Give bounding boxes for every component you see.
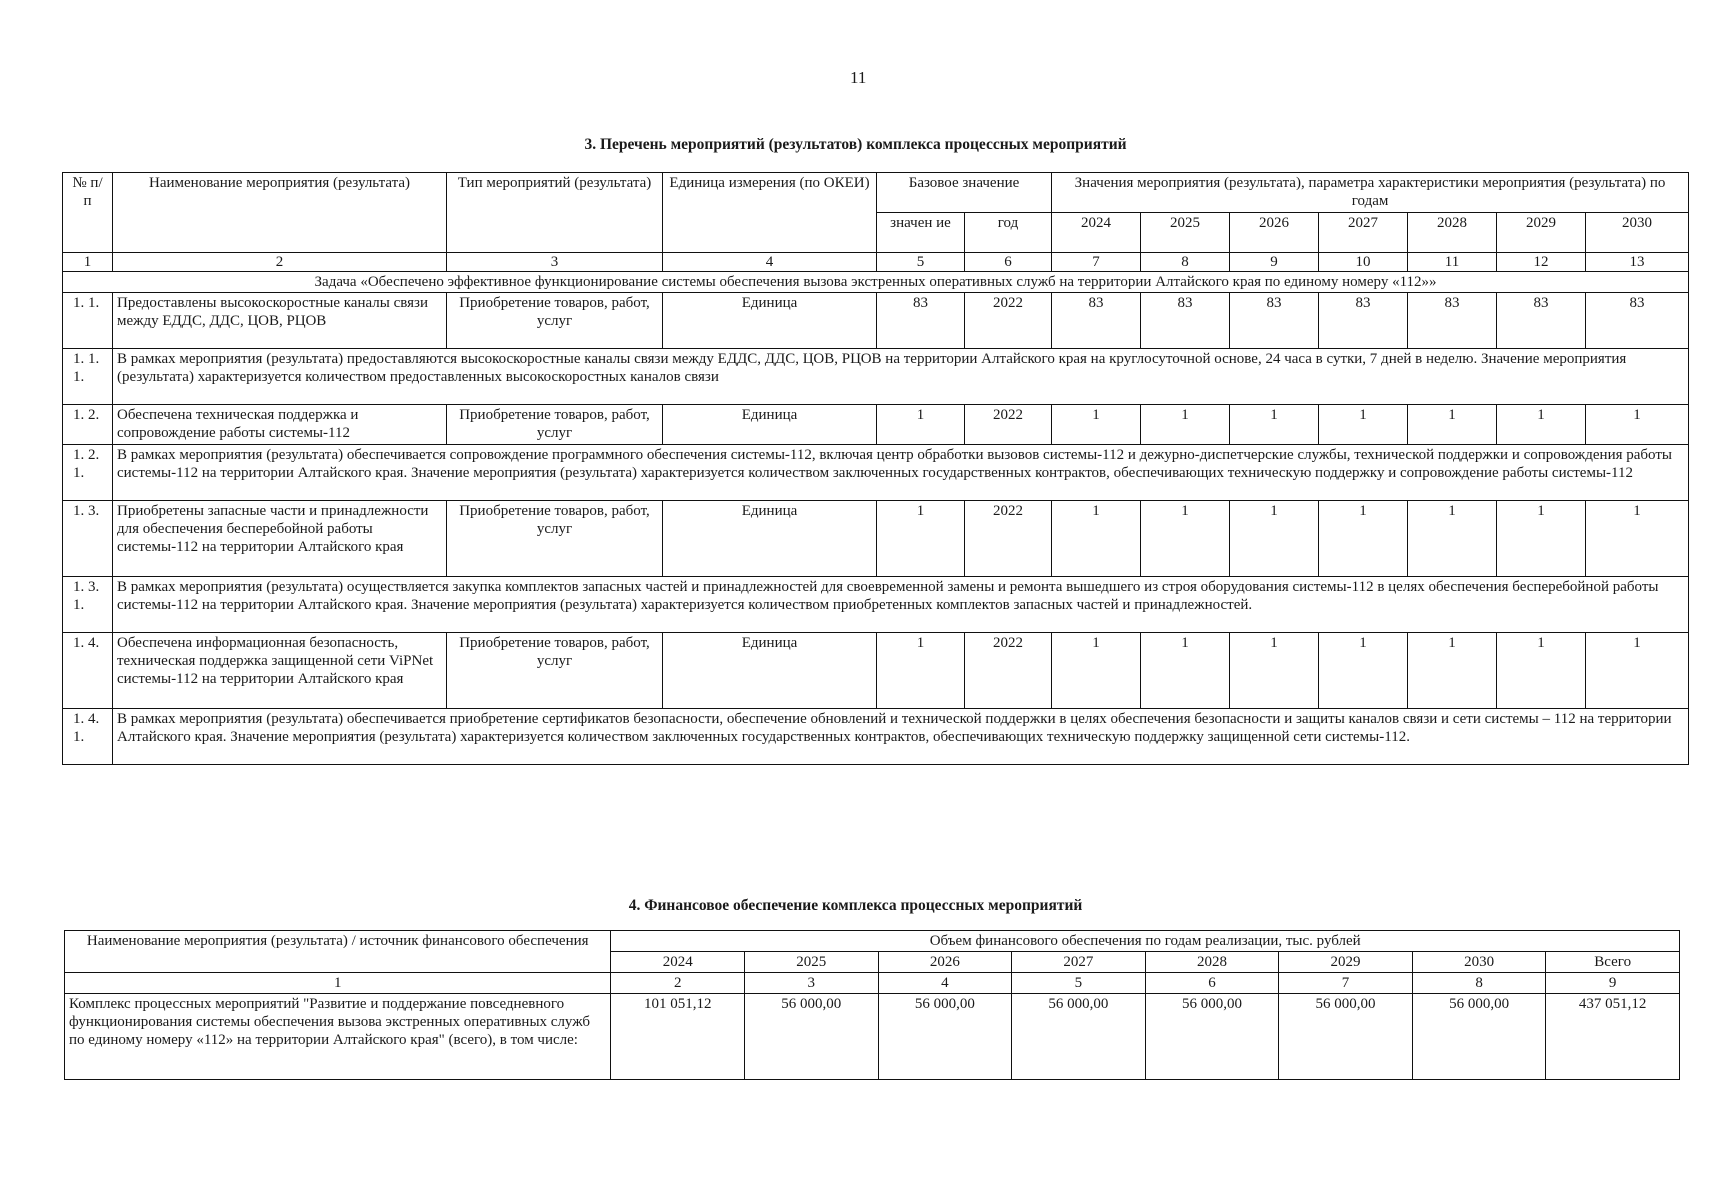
- header-name: Наименование мероприятия (результата): [113, 173, 447, 253]
- year-value: 1: [1586, 405, 1689, 445]
- column-number: 8: [1412, 973, 1546, 994]
- fin-header-year: 2029: [1279, 952, 1413, 973]
- fin-header-name: Наименование мероприятия (результата) / источник финансового обеспечения: [65, 931, 611, 973]
- header-base-value: значен ие: [877, 213, 965, 253]
- column-number: 6: [1145, 973, 1279, 994]
- year-value: 1: [1408, 501, 1497, 577]
- year-value: 83: [1586, 293, 1689, 349]
- measure-unit: Единица: [663, 633, 877, 709]
- year-value: 1: [1319, 405, 1408, 445]
- column-number: 4: [878, 973, 1012, 994]
- measure-type: Приобретение товаров, работ, услуг: [447, 633, 663, 709]
- fin-header-year: 2028: [1145, 952, 1279, 973]
- year-value: 1: [1230, 501, 1319, 577]
- year-value: 1: [1497, 405, 1586, 445]
- base-year: 2022: [965, 501, 1052, 577]
- column-number: 2: [113, 253, 447, 272]
- base-value: 83: [877, 293, 965, 349]
- fin-header-year: 2024: [611, 952, 745, 973]
- fin-header-year: 2030: [1412, 952, 1546, 973]
- column-number: 4: [663, 253, 877, 272]
- measure-unit: Единица: [663, 293, 877, 349]
- row-number: 1. 3.: [63, 501, 113, 577]
- year-value: 1: [1141, 501, 1230, 577]
- fin-header-total: Всего: [1546, 952, 1680, 973]
- year-value: 83: [1319, 293, 1408, 349]
- base-year: 2022: [965, 293, 1052, 349]
- header-year: 2029: [1497, 213, 1586, 253]
- header-values-title: Значения мероприятия (результата), параметра характеристики мероприятия (результата) по годам: [1052, 173, 1689, 213]
- year-value: 83: [1230, 293, 1319, 349]
- header-year: 2025: [1141, 213, 1230, 253]
- header-no: № п/ п: [63, 173, 113, 253]
- header-base: Базовое значение: [877, 173, 1052, 213]
- column-number: 9: [1546, 973, 1680, 994]
- measure-type: Приобретение товаров, работ, услуг: [447, 405, 663, 445]
- fin-total: 437 051,12: [1546, 994, 1680, 1080]
- header-year: 2028: [1408, 213, 1497, 253]
- fin-header-year: 2027: [1012, 952, 1146, 973]
- column-number: 1: [63, 253, 113, 272]
- fin-value: 56 000,00: [878, 994, 1012, 1080]
- base-value: 1: [877, 633, 965, 709]
- header-year: 2027: [1319, 213, 1408, 253]
- column-number: 9: [1230, 253, 1319, 272]
- page-number: 11: [850, 68, 867, 87]
- year-value: 1: [1230, 633, 1319, 709]
- base-year: 2022: [965, 405, 1052, 445]
- description-number: 1. 1. 1.: [63, 349, 113, 405]
- fin-value: 56 000,00: [1012, 994, 1146, 1080]
- row-number: 1. 2.: [63, 405, 113, 445]
- fin-value: 56 000,00: [1145, 994, 1279, 1080]
- measure-unit: Единица: [663, 405, 877, 445]
- column-number: 7: [1279, 973, 1413, 994]
- column-number: 12: [1497, 253, 1586, 272]
- year-value: 1: [1408, 633, 1497, 709]
- fin-header-volume: Объем финансового обеспечения по годам реализации, тыс. рублей: [611, 931, 1680, 952]
- year-value: 83: [1497, 293, 1586, 349]
- fin-row-name: Комплекс процессных мероприятий "Развитие и поддержание повседневного функционирования системы обеспечения вызова экстренных оперативных служб по единому номеру «112» на территории Алтайского края" (всего), в том числе:: [65, 994, 611, 1080]
- measure-type: Приобретение товаров, работ, услуг: [447, 293, 663, 349]
- financing-table: [64, 930, 1680, 1080]
- year-value: 1: [1319, 633, 1408, 709]
- task-row: Задача «Обеспечено эффективное функционирование системы обеспечения вызова экстренных оперативных служб на территории Алтайского края по единому номеру «112»»: [63, 272, 1689, 293]
- fin-header-year: 2025: [744, 952, 878, 973]
- column-number: 8: [1141, 253, 1230, 272]
- header-unit: Единица измерения (по ОКЕИ): [663, 173, 877, 253]
- row-number: 1. 4.: [63, 633, 113, 709]
- header-base-year: год: [965, 213, 1052, 253]
- measure-name: Обеспечена информационная безопасность, техническая поддержка защищенной сети ViPNet системы-112 на территории Алтайского края: [113, 633, 447, 709]
- header-year: 2030: [1586, 213, 1689, 253]
- description-number: 1. 4. 1.: [63, 709, 113, 765]
- section3-title: 3. Перечень мероприятий (результатов) комплекса процессных мероприятий: [584, 136, 1127, 153]
- fin-value: 56 000,00: [744, 994, 878, 1080]
- fin-header-year: 2026: [878, 952, 1012, 973]
- measure-name: Обеспечена техническая поддержка и сопровождение работы системы-112: [113, 405, 447, 445]
- section4-title: 4. Финансовое обеспечение комплекса процессных мероприятий: [628, 897, 1083, 914]
- year-value: 1: [1497, 633, 1586, 709]
- year-value: 1: [1052, 405, 1141, 445]
- column-number: 3: [744, 973, 878, 994]
- base-value: 1: [877, 405, 965, 445]
- column-number: 13: [1586, 253, 1689, 272]
- fin-value: 56 000,00: [1412, 994, 1546, 1080]
- description-number: 1. 3. 1.: [63, 577, 113, 633]
- column-number: 5: [1012, 973, 1146, 994]
- header-type: Тип мероприятий (результата): [447, 173, 663, 253]
- description-number: 1. 2. 1.: [63, 445, 113, 501]
- fin-value: 101 051,12: [611, 994, 745, 1080]
- column-number: 10: [1319, 253, 1408, 272]
- year-value: 83: [1141, 293, 1230, 349]
- fin-value: 56 000,00: [1279, 994, 1413, 1080]
- measure-unit: Единица: [663, 501, 877, 577]
- year-value: 1: [1052, 633, 1141, 709]
- year-value: 1: [1141, 633, 1230, 709]
- column-number: 6: [965, 253, 1052, 272]
- year-value: 1: [1141, 405, 1230, 445]
- measure-type: Приобретение товаров, работ, услуг: [447, 501, 663, 577]
- measures-table: [62, 172, 1689, 765]
- measure-description: В рамках мероприятия (результата) обеспечивается приобретение сертификатов безопасности, обеспечение обновлений и технической поддержки в целях обеспечения безопасности и защиты каналов связи и сети системы – 112 на территории Алтайского края. Значение мероприятия (результата) характеризуется количеством заключенных государственных контрактов, обеспечивающих техническую поддержку защищенной сети системы-112.: [113, 709, 1689, 765]
- measure-description: В рамках мероприятия (результата) предоставляются высокоскоростные каналы связи между ЕДДС, ДДС, ЦОВ, РЦОВ на территории Алтайского края на круглосуточной основе, 24 часа в сутки, 7 дней в неделю. Значение мероприятия (результата) характеризуется количеством предоставленных высокоскоростных каналов связи: [113, 349, 1689, 405]
- year-value: 83: [1408, 293, 1497, 349]
- column-number: 1: [65, 973, 611, 994]
- year-value: 1: [1052, 501, 1141, 577]
- column-number: 3: [447, 253, 663, 272]
- base-value: 1: [877, 501, 965, 577]
- year-value: 1: [1586, 501, 1689, 577]
- measure-description: В рамках мероприятия (результата) осуществляется закупка комплектов запасных частей и принадлежностей для своевременной замены и ремонта вышедшего из строя оборудования системы-112 в целях обеспечения бесперебойной работы системы-112 на территории Алтайского края. Значение мероприятия (результата) характеризуется количеством приобретенных комплектов запасных частей и принадлежностей.: [113, 577, 1689, 633]
- base-year: 2022: [965, 633, 1052, 709]
- column-number: 5: [877, 253, 965, 272]
- header-year: 2024: [1052, 213, 1141, 253]
- column-number: 11: [1408, 253, 1497, 272]
- column-number: 2: [611, 973, 745, 994]
- measure-name: Предоставлены высокоскоростные каналы связи между ЕДДС, ДДС, ЦОВ, РЦОВ: [113, 293, 447, 349]
- row-number: 1. 1.: [63, 293, 113, 349]
- year-value: 83: [1052, 293, 1141, 349]
- year-value: 1: [1497, 501, 1586, 577]
- measure-description: В рамках мероприятия (результата) обеспечивается сопровождение программного обеспечения системы-112, включая центр обработки вызовов системы-112 и дежурно-диспетчерские службы, технической поддержки и сопровождения работы системы-112 на территории Алтайского края. Значение мероприятия (результата) характеризуется количеством заключенных государственных контрактов, обеспечивающих техническую поддержку и сопровождение работы системы-112: [113, 445, 1689, 501]
- year-value: 1: [1408, 405, 1497, 445]
- year-value: 1: [1319, 501, 1408, 577]
- year-value: 1: [1230, 405, 1319, 445]
- header-year: 2026: [1230, 213, 1319, 253]
- measure-name: Приобретены запасные части и принадлежности для обеспечения бесперебойной работы системы-112 на территории Алтайского края: [113, 501, 447, 577]
- year-value: 1: [1586, 633, 1689, 709]
- column-number: 7: [1052, 253, 1141, 272]
